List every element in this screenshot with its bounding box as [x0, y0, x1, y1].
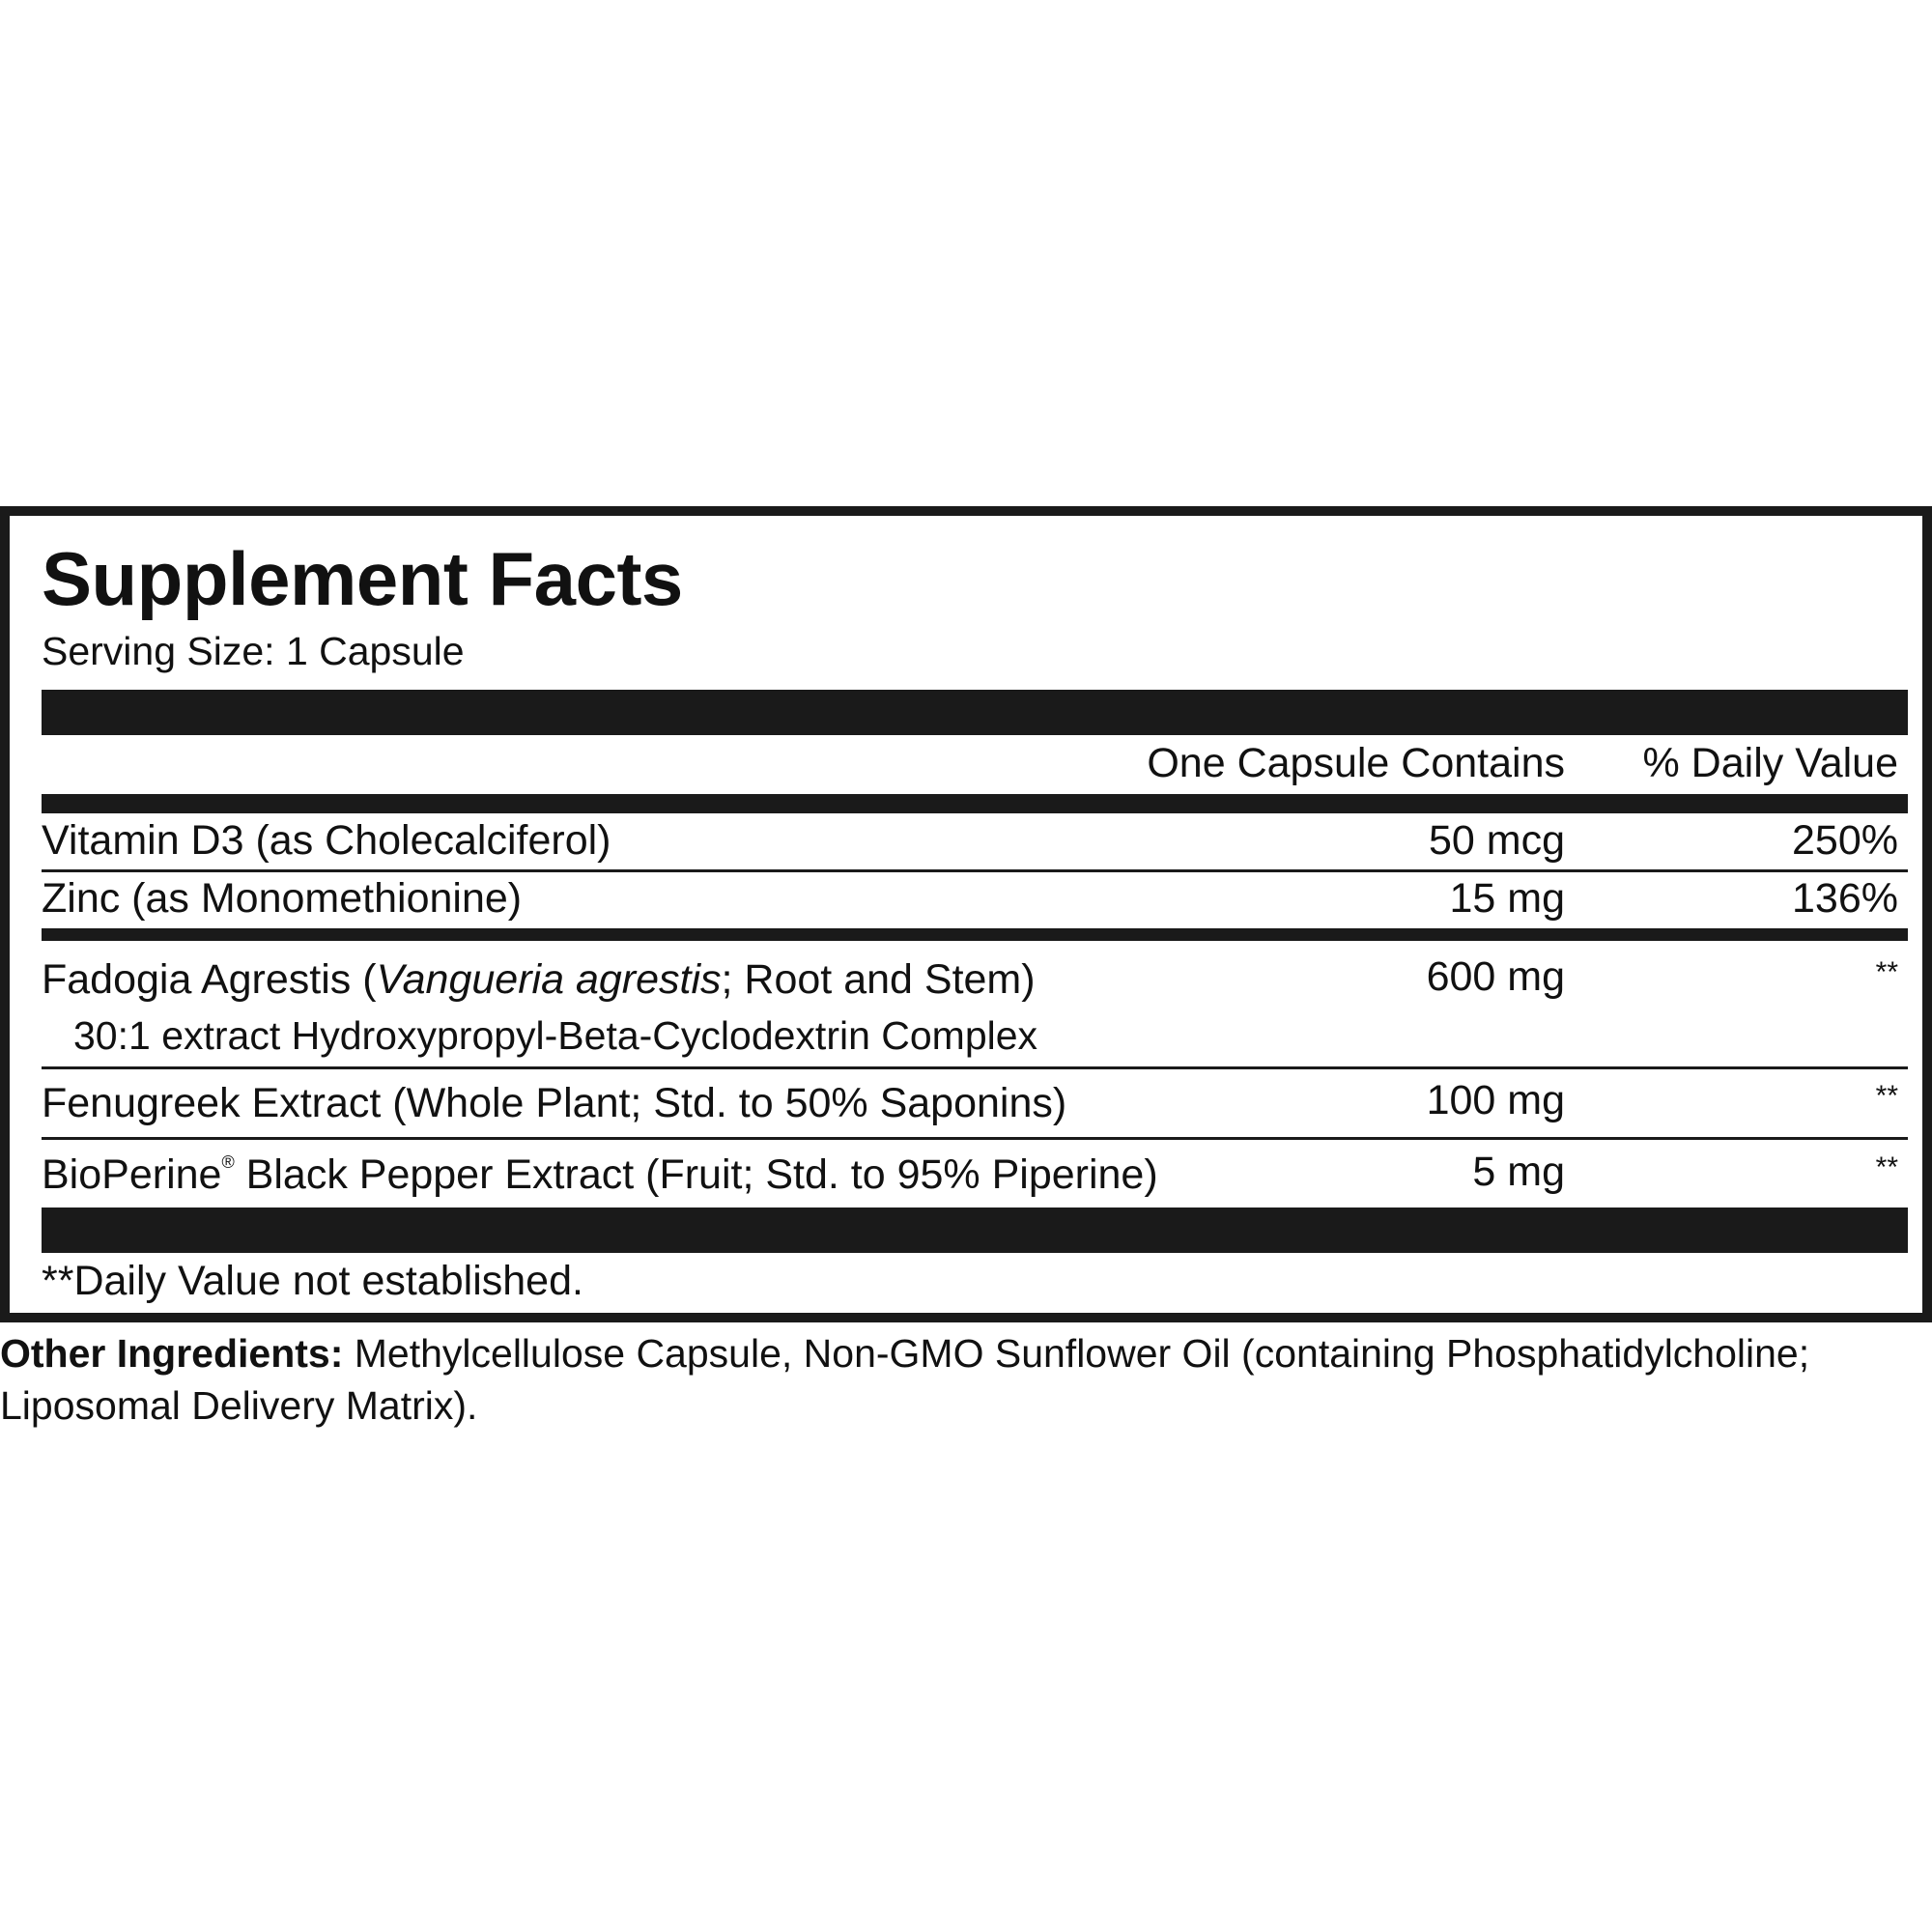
registered-mark: ®	[221, 1151, 235, 1172]
other-ingredients	[0, 1327, 1932, 1432]
row-divider	[42, 869, 1908, 872]
nutrient-name: Vitamin D3 (as Cholecalciferol)	[42, 817, 611, 864]
ingredient-amount: 100 mg	[1426, 1077, 1565, 1123]
medium-divider	[42, 794, 1908, 813]
ingredient-name-prefix: Fadogia Agrestis (	[42, 956, 377, 1003]
ingredient-name	[42, 1151, 1158, 1199]
row-divider	[42, 1137, 1908, 1140]
ingredient-name-prefix: BioPerine	[42, 1151, 222, 1198]
nutrient-amount: 15 mg	[1449, 875, 1565, 922]
other-ingredients-text: Methylcellulose Capsule, Non-GMO Sunflower Oil (containing Phosphatidylcholine; Liposomal Delivery Matrix).	[0, 1331, 1810, 1428]
ingredient-name-suffix: Black Pepper Extract (Fruit; Std. to 95% Piperine)	[234, 1151, 1158, 1198]
column-header-amount: One Capsule Contains	[1147, 740, 1565, 786]
ingredient-subline: 30:1 extract Hydroxypropyl-Beta-Cyclodextrin Complex	[73, 1013, 1038, 1058]
ingredient-daily-value: **	[1875, 1080, 1898, 1112]
supplement-facts-panel	[0, 506, 1932, 1322]
column-header-daily-value: % Daily Value	[1642, 740, 1898, 786]
nutrient-name: Zinc (as Monomethionine)	[42, 875, 523, 922]
footnote: **Daily Value not established.	[42, 1258, 583, 1304]
ingredient-daily-value: **	[1875, 956, 1898, 988]
nutrient-amount: 50 mcg	[1428, 817, 1565, 864]
ingredient-name-botanical: Vangueria agrestis	[376, 956, 722, 1003]
ingredient-amount: 600 mg	[1426, 953, 1565, 1000]
other-ingredients-label: Other Ingredients:	[0, 1331, 344, 1376]
ingredient-name	[42, 956, 1036, 1004]
ingredient-daily-value: **	[1875, 1151, 1898, 1183]
nutrient-daily-value: 136%	[1792, 875, 1898, 922]
nutrient-daily-value: 250%	[1792, 817, 1898, 864]
ingredient-name-suffix: ; Root and Stem)	[721, 956, 1036, 1003]
panel-title: Supplement Facts	[42, 536, 683, 621]
ingredient-amount: 5 mg	[1472, 1149, 1565, 1195]
thick-divider-bottom	[42, 1208, 1908, 1253]
section-divider	[42, 928, 1908, 941]
serving-size: Serving Size: 1 Capsule	[42, 629, 465, 673]
thick-divider-top	[42, 690, 1908, 735]
ingredient-name: Fenugreek Extract (Whole Plant; Std. to 50% Saponins)	[42, 1080, 1067, 1126]
row-divider	[42, 1066, 1908, 1069]
